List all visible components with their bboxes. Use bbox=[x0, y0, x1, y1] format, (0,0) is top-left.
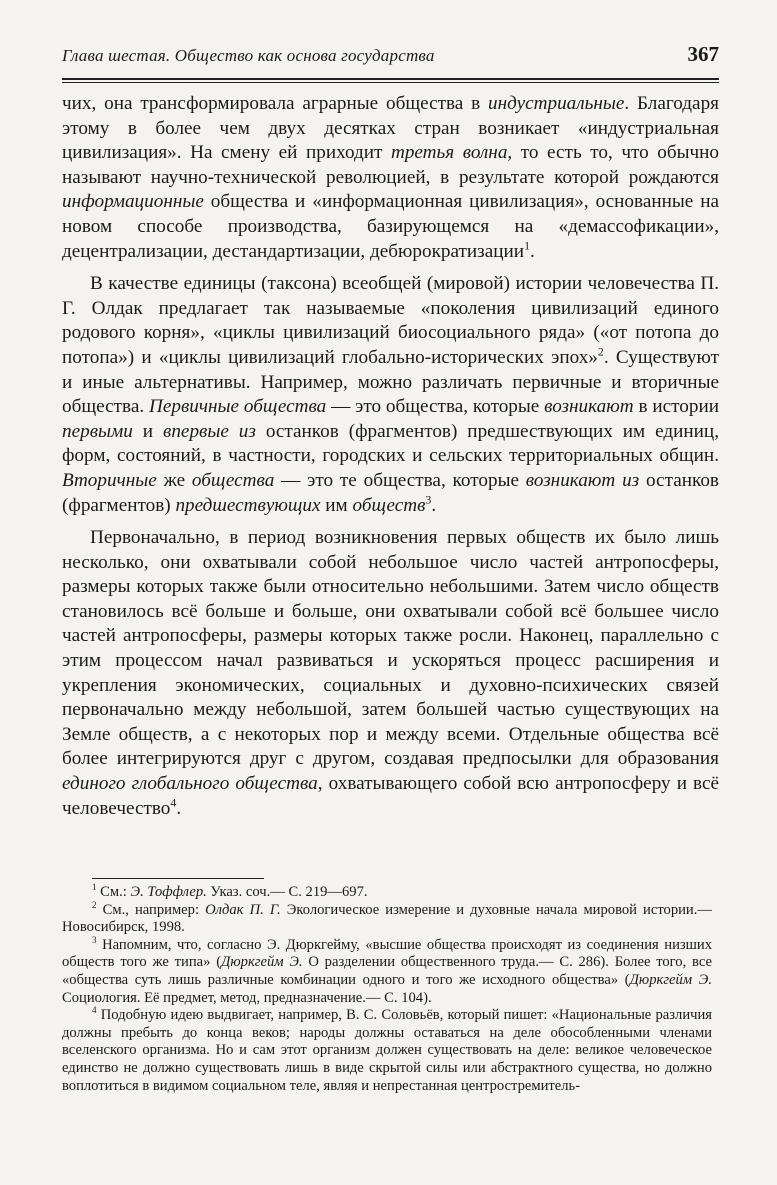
text-run: Первоначально, в период возникновения первых обществ их было лишь несколько, они охватывали собой небольшое число частей антропосферы, размеры которых также были относительно небольшими. Затем число обществ становилось всё больше и больше, они охватывали собой всё большее число частей антропосферы, размеры которых также росли. Наконец, параллельно с этим процессом начал развиваться и ускоряться процесс расширения и укрепления экономических, социальных и духовно-психических связей первоначально между небольшой, затем большей частью существующих на Земле обществ, а с некоторых пор и между всеми. Отдельные общества всё более интегрируются друг с другом, создавая предпосылки для образования bbox=[62, 527, 719, 770]
text-run: общества и «информационная цивилизация», основанные на новом способе производства, базирующемся на «демассофикации», децентрализации, дестандартизации, дебюрократизации bbox=[62, 191, 719, 262]
text-run: . bbox=[530, 240, 535, 262]
footnotes bbox=[62, 884, 712, 1095]
text-run: . Существуют и иные альтернативы. Например, можно различать первичные и вторичные общества. bbox=[62, 346, 719, 418]
footnote bbox=[62, 884, 712, 902]
footnote-separator bbox=[92, 878, 264, 879]
italic-text: Дюркгейм Э. bbox=[629, 971, 712, 988]
italic-text: Вторичные bbox=[62, 469, 157, 491]
text-run: — это те общества, которые bbox=[274, 469, 526, 491]
text-run: Социология. Её предмет, метод, предназначение.— С. 104). bbox=[62, 989, 432, 1006]
text-run: См., например: bbox=[96, 901, 206, 918]
text-run: В качестве единицы (таксона) всеобщей (мировой) истории человечества П. Г. Олдак предлагает так называемые «поколения цивилизаций единого родового корня», «циклы цивилизаций биосоциального ряда» («от потопа до потопа») и «циклы цивилизаций глобально-исторических эпох» bbox=[62, 273, 719, 368]
footnote-marker: 3 bbox=[425, 492, 432, 507]
text-run: Экологическое измерение и духовные начала мировой истории.— Новосибирск, 1998. bbox=[62, 901, 712, 936]
text-run: О разделении общественного труда.— С. 286). Более того, все «общества суть лишь различные комбинации одного и того же исходного общества» ( bbox=[62, 954, 712, 988]
text-run: См.: bbox=[96, 884, 131, 900]
text-run: — это общества, которые bbox=[326, 396, 545, 418]
footnote-marker: 1 bbox=[92, 882, 97, 893]
text-run: Подобную идею выдвигает, например, В. С. Соловьёв, который пишет: «Национальные различия должны пребыть до конца веков; народы должны оставаться на деле обособленными членами вселенского организма. Но и сам этот организм должен существовать на деле: великое человеческое единство не должно существовать лишь в виде скрытой силы или абстрактного существа, но должно воплотиться в видимом социальном теле, являя и непрестанная центростремитель- bbox=[62, 1007, 712, 1094]
paragraph bbox=[62, 92, 719, 264]
italic-text: Первичные общества bbox=[148, 396, 327, 418]
page-number: 367 bbox=[687, 42, 719, 66]
italic-text: возникают из bbox=[525, 469, 640, 491]
italic-text: Э. Тоффлер. bbox=[130, 884, 207, 900]
running-header bbox=[62, 40, 719, 76]
chapter-title: Глава шестая. Общество как основа государства bbox=[62, 46, 435, 65]
paragraph bbox=[62, 272, 719, 518]
italic-text: обществ bbox=[352, 494, 426, 516]
italic-text: предшествующих bbox=[175, 494, 321, 516]
footnote-marker: 2 bbox=[597, 344, 604, 359]
text-run: останков (фрагментов) bbox=[62, 469, 719, 516]
text-run: , охватывающего собой всю антропосферу и всё человечество bbox=[62, 773, 720, 819]
paragraph bbox=[62, 526, 719, 821]
italic-text: индустриальные bbox=[488, 93, 625, 114]
italic-text: информационные bbox=[62, 191, 204, 213]
italic-text: впервые из bbox=[163, 420, 256, 442]
text-run: им bbox=[320, 494, 353, 516]
text-run: . bbox=[431, 494, 437, 516]
text-run: Указ. соч.— С. 219—697. bbox=[206, 884, 368, 900]
footnote-marker: 2 bbox=[92, 899, 97, 910]
italic-text: первыми bbox=[62, 420, 133, 442]
footnote bbox=[62, 1007, 712, 1095]
text-run: и bbox=[132, 420, 163, 442]
text-run: . bbox=[176, 797, 182, 819]
italic-text: Олдак П. Г. bbox=[205, 901, 281, 918]
text-run: Напомним, что, согласно Э. Дюркгейму, «высшие общества происходят из соединения низших обществ того же типа» ( bbox=[62, 936, 712, 971]
italic-text: возникают bbox=[544, 396, 634, 418]
footnote bbox=[62, 899, 712, 937]
italic-text: общества bbox=[191, 469, 275, 491]
header-rule bbox=[62, 78, 719, 83]
main-text bbox=[62, 92, 719, 821]
footnote-marker: 4 bbox=[170, 795, 177, 810]
italic-text: третья волна bbox=[390, 142, 508, 164]
text-run: же bbox=[156, 469, 192, 491]
footnote bbox=[62, 934, 712, 1007]
footnote-marker: 4 bbox=[92, 1005, 97, 1016]
text-run: в истории bbox=[633, 396, 719, 418]
text-run: чих, она трансформировала аграрные общества в bbox=[62, 93, 489, 114]
footnote-marker: 1 bbox=[524, 238, 531, 253]
italic-text: Дюркгейм Э. bbox=[221, 954, 303, 971]
italic-text: единого глобального общества bbox=[62, 773, 318, 795]
text-run: останков (фрагментов) предшествующих им единиц, форм, состояний, в частности, городских и сельских территориальных общин. bbox=[62, 420, 719, 467]
text-run: . Благодаря этому в более чем двух десятках стран возникает «индустриальная цивилизация». На смену ей приходит bbox=[62, 93, 719, 164]
text-run: , то есть то, что обычно называют научно-технической революцией, в результате которой рождаются bbox=[62, 142, 720, 188]
footnote-marker: 3 bbox=[92, 934, 97, 945]
